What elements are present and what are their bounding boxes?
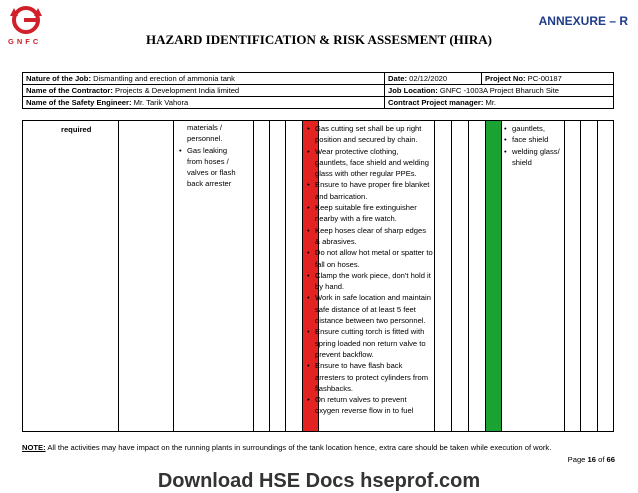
list-item: • gauntlets, xyxy=(504,123,564,134)
list-item: • face shield xyxy=(504,134,564,145)
column-divider xyxy=(580,121,581,431)
download-banner: Download HSE Docs hseprof.com xyxy=(157,470,481,492)
list-item: • Work in safe location and maintain safe distance of at least 5 feet distance between two personnel. xyxy=(307,292,433,326)
list-item: • Clamp the work piece, don't hold it by hand. xyxy=(307,270,433,293)
list-item: • Wear protective clothing, gauntlets, face shield and welding glass with other regular PPEs. xyxy=(307,146,433,180)
low-risk-cell xyxy=(485,121,501,431)
job-location-cell: Job Location: GNFC -1003A Project Bharuch Site xyxy=(385,85,614,97)
hira-table xyxy=(22,120,614,432)
list-item: • Keep suitable fire extinguisher nearby with a fire watch. xyxy=(307,202,433,225)
list-item: • Ensure to have proper fire blanket and barrication. xyxy=(307,179,433,202)
column-divider xyxy=(253,121,254,431)
page-title: HAZARD IDENTIFICATION & RISK ASSESMENT (HIRA) xyxy=(146,32,492,47)
list-item: • Do not allow hot metal or spatter to fall on hoses. xyxy=(307,247,433,270)
column-divider xyxy=(118,121,119,431)
column-divider xyxy=(434,121,435,431)
column-divider xyxy=(468,121,469,431)
contractor-cell: Name of the Contractor: Projects & Development India limited xyxy=(23,85,385,97)
ppe-cell xyxy=(504,123,564,168)
logo-text: GNFC xyxy=(8,37,42,46)
activity-cell: required xyxy=(61,125,92,134)
list-item: • Ensure cutting torch is fitted with spring loaded non return valve to prevent backflow. xyxy=(307,326,433,360)
column-divider xyxy=(451,121,452,431)
list-item: • On return valves to prevent oxygen reverse flow in to fuel xyxy=(307,394,433,417)
column-divider xyxy=(485,121,486,431)
list-item: • Ensure to have flash back arresters to protect cylinders from flashbacks. xyxy=(307,360,433,394)
column-divider xyxy=(597,121,598,431)
hazards-cell: materials / personnel. • Gas leaking from hoses / valves or flash back arrester xyxy=(179,122,253,190)
column-divider xyxy=(501,121,502,431)
column-divider xyxy=(173,121,174,431)
footer-note: NOTE: All the activities may have impact on the running plants in surroundings of the tank location hence, extra care should be taken while execution of work. xyxy=(22,443,552,452)
page-number: Page 16 of 66 xyxy=(567,455,615,464)
date-cell: Date: 02/12/2020 xyxy=(385,73,482,85)
list-item: • Gas cutting set shall be up right position and secured by chain. xyxy=(307,123,433,146)
control-measures-cell xyxy=(307,123,433,417)
list-item: • welding glass/ shield xyxy=(504,146,564,169)
job-info-table xyxy=(22,72,614,109)
list-item: • Keep hoses clear of sharp edges & abrasives. xyxy=(307,225,433,248)
project-no-cell: Project No: PC-00187 xyxy=(482,73,614,85)
column-divider xyxy=(302,121,303,431)
project-manager-cell: Contract Project manager: Mr. xyxy=(385,97,614,109)
column-divider xyxy=(269,121,270,431)
column-divider xyxy=(564,121,565,431)
annexure-label: ANNEXURE – R xyxy=(538,14,628,28)
safety-engineer-cell: Name of the Safety Engineer: Mr. Tarik Vahora xyxy=(23,97,385,109)
nature-of-job-cell: Nature of the Job: Dismantling and erection of ammonia tank xyxy=(23,73,385,85)
column-divider xyxy=(285,121,286,431)
